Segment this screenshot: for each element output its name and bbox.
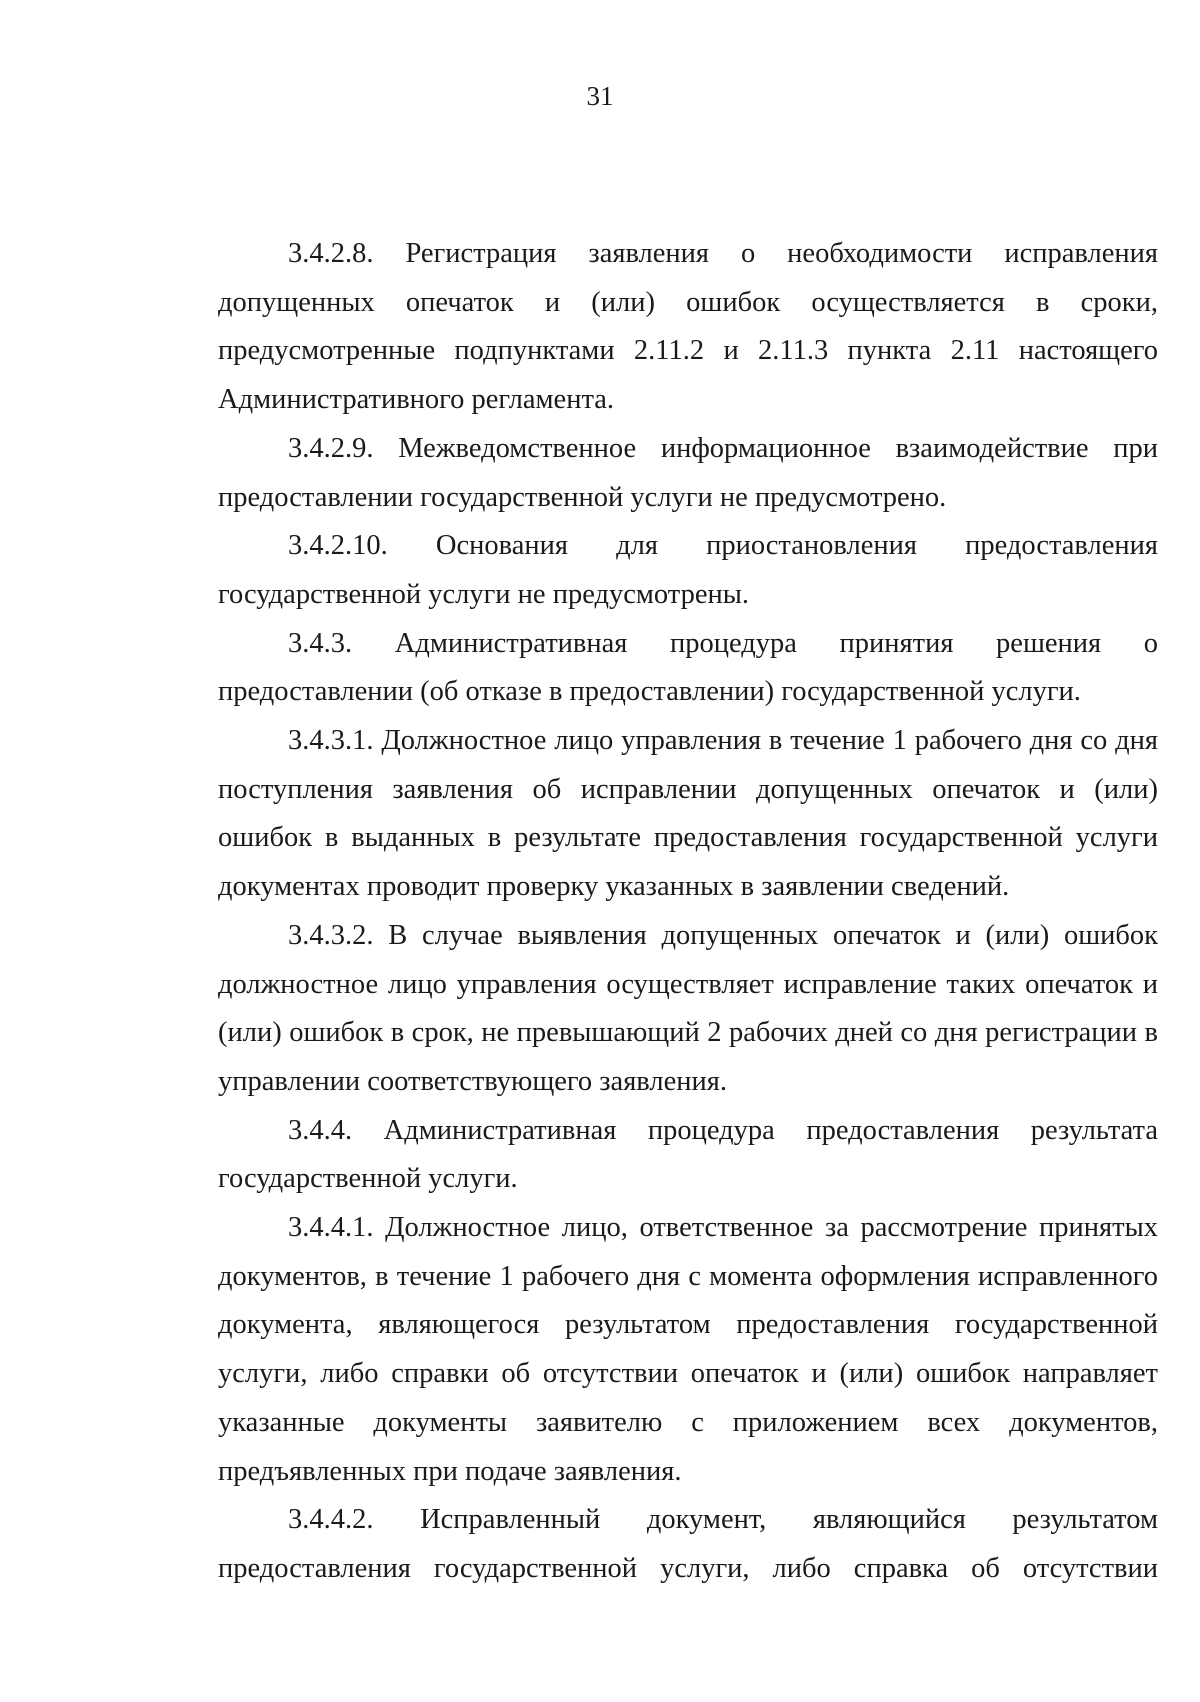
paragraph-text: Регистрация заявления о необходимости исправления допущенных опечаток и (или) ошибок осуществляется в сроки, предусмотренные подпунктами 2.11.2 и 2.11.3 пункта 2.11 настоящего Административного регламента. — [218, 238, 1158, 416]
paragraph-number: 3.4.3.1. — [288, 725, 374, 757]
paragraph-number: 3.4.3.2. — [288, 919, 374, 951]
paragraph-3-4-4-2 — [218, 1496, 1158, 1593]
paragraph-3-4-3 — [218, 620, 1158, 717]
paragraph-number: 3.4.2.8. — [288, 238, 374, 269]
paragraph-3-4-2-10 — [218, 522, 1158, 619]
paragraph-number: 3.4.4.1. — [288, 1212, 374, 1244]
paragraph-3-4-4 — [218, 1107, 1158, 1204]
page-number: 31 — [586, 81, 614, 111]
paragraph-number: 3.4.3. — [288, 627, 353, 659]
paragraph-text: Административная процедура предоставления результата государственной услуги. — [218, 1114, 1159, 1195]
paragraph-text: Административная процедура принятия решения о предоставлении (об отказе в предоставлении) государственной услуги. — [218, 627, 1158, 708]
paragraph-text: Исправленный документ, являющийся результатом предоставления государственной услуги, либо справка об отсутствии — [218, 1504, 1159, 1584]
paragraph-text: Должностное лицо управления в течение 1 рабочего дня со дня поступления заявления об исправлении допущенных опечаток и (или) ошибок в выданных в результате предоставления государственной услуги документах проводит проверку указанных в заявлении сведений. — [218, 725, 1158, 903]
paragraph-3-4-2-8 — [218, 230, 1158, 425]
paragraph-3-4-3-1 — [218, 717, 1158, 912]
paragraph-text: В случае выявления допущенных опечаток и (или) ошибок должностное лицо управления осуществляет исправление таких опечаток и (или) ошибок в срок, не превышающий 2 рабочих дней со дня регистрации в управлении соответствующего заявления. — [218, 919, 1158, 1097]
paragraph-text: Должностное лицо, ответственное за рассмотрение принятых документов, в течение 1 рабочего дня с момента оформления исправленного документа, являющегося результатом предоставления государственной услуги, либо справки об отсутствии опечаток и (или) ошибок направляет указанные документы заявителю с приложением всех документов, предъявленных при подаче заявления. — [218, 1212, 1158, 1487]
paragraph-number: 3.4.4. — [288, 1114, 353, 1146]
paragraph-number: 3.4.4.2. — [288, 1504, 374, 1536]
paragraph-number: 3.4.2.9. — [288, 432, 374, 464]
paragraph-3-4-3-2 — [218, 912, 1158, 1107]
paragraph-3-4-4-1 — [218, 1204, 1158, 1496]
paragraph-3-4-2-9 — [218, 425, 1158, 522]
paragraph-text: Межведомственное информационное взаимодействие при предоставлении государственной услуги не предусмотрено. — [218, 432, 1158, 513]
paragraph-text: Основания для приостановления предоставления государственной услуги не предусмотрены. — [218, 530, 1158, 610]
document-body — [218, 230, 1158, 1594]
paragraph-number: 3.4.2.10. — [288, 530, 388, 562]
